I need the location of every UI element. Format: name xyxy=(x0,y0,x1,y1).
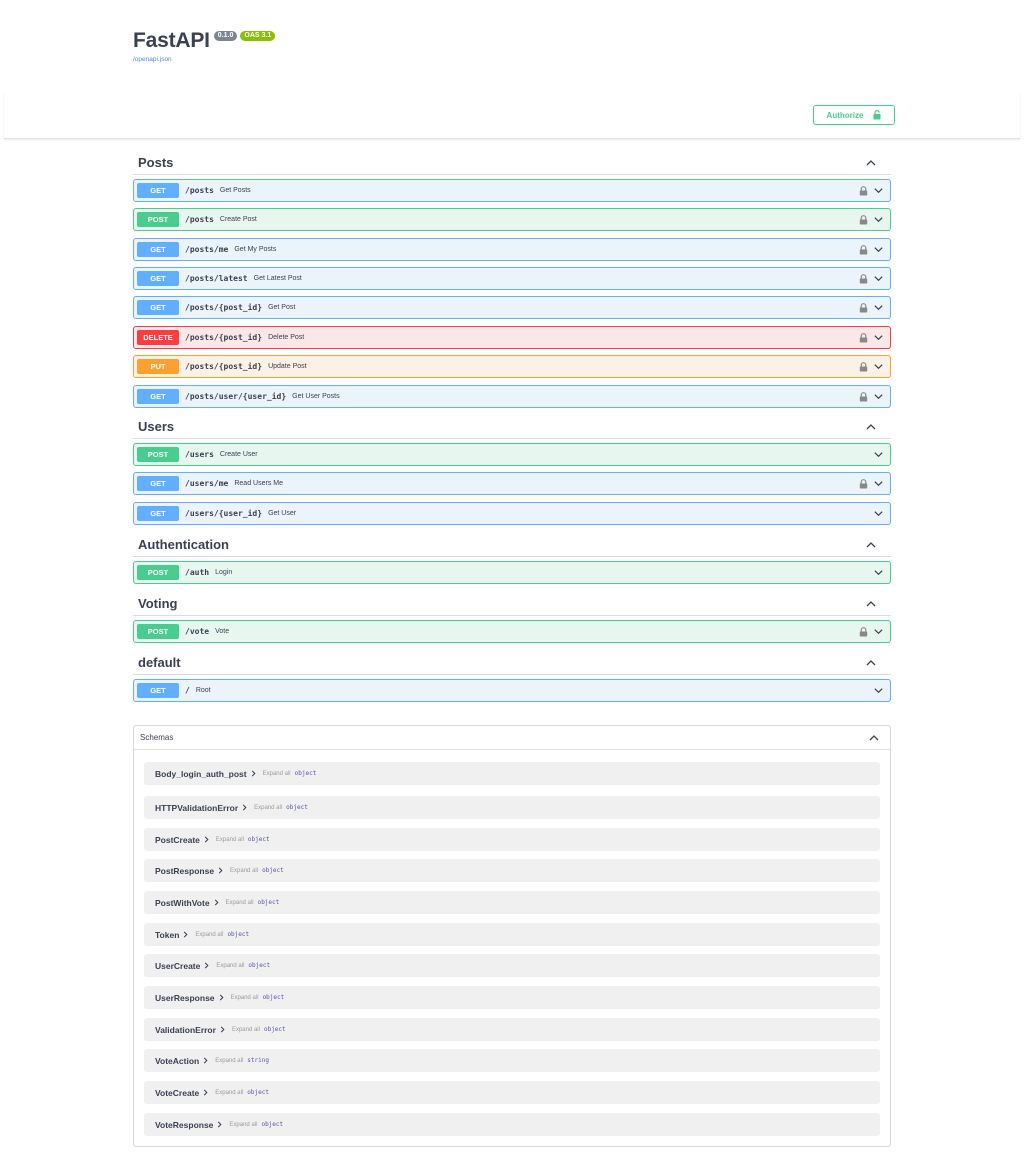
schema-name: HTTPValidationError xyxy=(155,802,239,813)
unlock-icon xyxy=(873,110,881,120)
chevron-down-icon xyxy=(873,332,884,343)
operation-controls xyxy=(873,508,884,519)
tag-title: Users xyxy=(138,419,175,434)
operation-post[interactable] xyxy=(133,561,891,584)
schema-model[interactable] xyxy=(144,1018,880,1041)
operation-path: /posts/{post_id} xyxy=(185,362,263,371)
schema-name: PostWithVote xyxy=(155,897,210,908)
operation-path: /posts/user/{user_id} xyxy=(185,392,287,401)
operation-get[interactable] xyxy=(133,385,891,408)
operation-controls xyxy=(859,244,884,255)
method-badge: DELETE xyxy=(137,330,179,345)
expand-all-button[interactable]: Expand all xyxy=(195,931,224,938)
operation-path: /posts/{post_id} xyxy=(185,333,263,342)
chevron-up-icon xyxy=(865,157,877,169)
operation-path: /posts xyxy=(185,186,214,195)
operation-put[interactable] xyxy=(133,355,891,378)
method-badge: GET xyxy=(137,476,179,491)
page-title: FastAPI xyxy=(133,29,210,52)
operation-path: /users/me xyxy=(185,479,229,488)
operation-path: /posts xyxy=(185,215,214,224)
authorize-button[interactable] xyxy=(813,105,895,125)
schema-model[interactable] xyxy=(144,1049,880,1072)
chevron-down-icon xyxy=(873,478,884,489)
tag-title: Voting xyxy=(138,596,178,611)
operation-get[interactable] xyxy=(133,472,891,495)
chevron-up-icon xyxy=(865,657,877,669)
schema-type: object xyxy=(262,867,284,874)
schema-model[interactable] xyxy=(144,923,880,946)
expand-all-button[interactable]: Expand all xyxy=(230,994,259,1001)
schema-type: string xyxy=(247,1057,269,1064)
operation-summary: Get Post xyxy=(268,304,296,311)
operation-path: /users xyxy=(185,450,214,459)
schemas-title: Schemas xyxy=(140,733,174,742)
chevron-down-icon xyxy=(873,273,884,284)
schema-name: PostCreate xyxy=(155,834,200,845)
tag-section-voting[interactable] xyxy=(133,592,891,616)
schema-type: object xyxy=(262,994,285,1001)
operation-path: / xyxy=(185,686,190,695)
schema-model[interactable] xyxy=(144,986,880,1009)
chevron-down-icon xyxy=(873,685,884,696)
operation-controls xyxy=(859,626,884,637)
chevron-right-icon xyxy=(213,899,220,906)
chevron-up-icon xyxy=(868,732,880,744)
tag-section-default[interactable] xyxy=(133,651,891,675)
auth-bar xyxy=(4,91,1020,139)
lock-icon[interactable] xyxy=(859,186,868,196)
schema-type: object xyxy=(227,931,250,938)
operation-summary: Create Post xyxy=(219,216,257,223)
lock-icon[interactable] xyxy=(859,627,868,637)
schema-type: object xyxy=(261,1121,284,1128)
method-badge: GET xyxy=(137,242,179,257)
operation-summary: Vote xyxy=(215,628,230,635)
method-badge: POST xyxy=(137,624,179,639)
page-header xyxy=(133,28,891,68)
tag-title: default xyxy=(138,655,181,670)
operation-path: /posts/me xyxy=(185,245,229,254)
operation-path: /posts/{post_id} xyxy=(185,303,263,312)
chevron-down-icon xyxy=(873,626,884,637)
operation-controls xyxy=(859,478,884,489)
schema-type: object xyxy=(263,1026,286,1033)
chevron-up-icon xyxy=(865,539,877,551)
lock-icon[interactable] xyxy=(859,245,868,255)
operation-post[interactable] xyxy=(133,443,891,466)
chevron-up-icon xyxy=(865,421,877,433)
chevron-right-icon xyxy=(217,867,224,874)
chevron-down-icon xyxy=(873,302,884,313)
schema-model[interactable] xyxy=(144,796,880,819)
tag-title: Posts xyxy=(138,155,174,170)
schema-type: object xyxy=(294,770,317,777)
chevron-right-icon xyxy=(202,1057,209,1064)
chevron-up-icon xyxy=(865,598,877,610)
schema-model[interactable] xyxy=(144,1081,880,1104)
lock-icon[interactable] xyxy=(859,362,868,372)
chevron-right-icon xyxy=(203,836,210,843)
operation-get[interactable] xyxy=(133,179,891,202)
method-badge: POST xyxy=(137,565,179,580)
expand-all-button[interactable]: Expand all xyxy=(216,962,245,969)
lock-icon[interactable] xyxy=(859,303,868,313)
chevron-down-icon xyxy=(873,508,884,519)
schema-name: VoteAction xyxy=(155,1055,200,1066)
operation-summary: Read Users Me xyxy=(234,480,283,487)
expand-all-button[interactable]: Expand all xyxy=(215,1089,244,1096)
method-badge: PUT xyxy=(137,359,179,374)
chevron-right-icon xyxy=(250,770,257,777)
chevron-down-icon xyxy=(873,244,884,255)
operation-path: /auth xyxy=(185,568,210,577)
operation-summary: Get Latest Post xyxy=(253,275,302,282)
chevron-right-icon xyxy=(203,962,210,969)
operation-controls xyxy=(859,391,884,402)
operation-post[interactable] xyxy=(133,620,891,643)
lock-icon[interactable] xyxy=(859,215,868,225)
chevron-right-icon xyxy=(182,931,189,938)
chevron-down-icon xyxy=(873,185,884,196)
schema-name: VoteResponse xyxy=(155,1119,214,1130)
tag-title: Authentication xyxy=(138,537,229,552)
schema-name: UserCreate xyxy=(155,960,201,971)
tag-section-posts[interactable] xyxy=(133,151,891,175)
operation-summary: Update Post xyxy=(268,363,307,370)
operation-post[interactable] xyxy=(133,208,891,231)
tag-section-auth[interactable] xyxy=(133,533,891,557)
chevron-down-icon xyxy=(873,391,884,402)
operation-summary: Login xyxy=(215,569,233,576)
operation-controls xyxy=(873,685,884,696)
operation-summary: Get User Posts xyxy=(292,393,340,400)
method-badge: POST xyxy=(137,212,179,227)
schema-type: object xyxy=(286,804,308,811)
schema-name: VoteCreate xyxy=(155,1087,200,1098)
schema-model[interactable] xyxy=(144,954,880,977)
lock-icon[interactable] xyxy=(859,392,868,402)
schema-type: object xyxy=(248,962,271,969)
schema-name: ValidationError xyxy=(155,1024,216,1035)
operation-controls xyxy=(859,185,884,196)
operation-get[interactable] xyxy=(133,267,891,290)
operation-controls xyxy=(859,273,884,284)
schema-model[interactable] xyxy=(144,891,880,914)
schema-type: object xyxy=(257,899,280,906)
openapi-json-link[interactable]: /openapi.json xyxy=(133,56,172,63)
tag-section-users[interactable] xyxy=(133,415,891,439)
schema-name: Token xyxy=(155,929,180,940)
operation-summary: Delete Post xyxy=(268,334,305,341)
schemas-section xyxy=(133,725,891,1147)
method-badge: GET xyxy=(137,271,179,286)
expand-all-button[interactable]: Expand all xyxy=(262,770,291,777)
chevron-right-icon xyxy=(218,994,225,1001)
schema-model[interactable] xyxy=(144,859,880,882)
lock-icon[interactable] xyxy=(859,274,868,284)
schema-type: object xyxy=(247,836,270,843)
operation-summary: Root xyxy=(195,687,211,694)
operation-controls xyxy=(873,449,884,460)
lock-icon[interactable] xyxy=(859,333,868,343)
expand-all-button[interactable]: Expand all xyxy=(231,1026,260,1033)
expand-all-button[interactable]: Expand all xyxy=(215,836,244,843)
expand-all-button[interactable]: Expand all xyxy=(254,804,283,811)
chevron-right-icon xyxy=(241,804,248,811)
chevron-down-icon xyxy=(873,567,884,578)
oas-badge: OAS 3.1 xyxy=(240,31,275,41)
schema-name: Body_login_auth_post xyxy=(155,768,247,779)
chevron-right-icon xyxy=(202,1089,209,1096)
method-badge: GET xyxy=(137,506,179,521)
chevron-down-icon xyxy=(873,361,884,372)
expand-all-button[interactable]: Expand all xyxy=(215,1057,244,1064)
chevron-down-icon xyxy=(873,449,884,460)
schema-name: PostResponse xyxy=(155,865,215,876)
version-badge: 0.1.0 xyxy=(214,31,238,41)
operation-controls xyxy=(859,302,884,313)
operation-controls xyxy=(873,567,884,578)
operation-controls xyxy=(859,332,884,343)
expand-all-button[interactable]: Expand all xyxy=(229,1121,258,1128)
authorize-label: Authorize xyxy=(826,110,864,120)
schema-model[interactable] xyxy=(144,762,880,785)
method-badge: GET xyxy=(137,300,179,315)
expand-all-button[interactable]: Expand all xyxy=(225,899,254,906)
method-badge: GET xyxy=(137,389,179,404)
schema-model[interactable] xyxy=(144,828,880,851)
operation-path: /posts/latest xyxy=(185,274,248,283)
method-badge: POST xyxy=(137,447,179,462)
operation-summary: Get Posts xyxy=(219,187,251,194)
operation-path: /users/{user_id} xyxy=(185,509,263,518)
chevron-down-icon xyxy=(873,214,884,225)
operation-summary: Get User xyxy=(268,510,297,517)
method-badge: GET xyxy=(137,683,179,698)
operation-get[interactable] xyxy=(133,238,891,261)
operation-controls xyxy=(859,361,884,372)
schema-name: UserResponse xyxy=(155,992,215,1003)
operation-get[interactable] xyxy=(133,296,891,319)
chevron-right-icon xyxy=(219,1026,226,1033)
schema-model[interactable] xyxy=(144,1113,880,1136)
operation-get[interactable] xyxy=(133,679,891,702)
operation-delete[interactable] xyxy=(133,326,891,349)
operation-get[interactable] xyxy=(133,502,891,525)
schema-type: object xyxy=(247,1089,269,1096)
expand-all-button[interactable]: Expand all xyxy=(230,867,259,874)
operation-path: /vote xyxy=(185,627,210,636)
operation-controls xyxy=(859,214,884,225)
schemas-header[interactable] xyxy=(134,726,890,750)
operation-summary: Create User xyxy=(219,451,258,458)
chevron-right-icon xyxy=(216,1121,223,1128)
method-badge: GET xyxy=(137,183,179,198)
lock-icon[interactable] xyxy=(859,479,868,489)
operation-summary: Get My Posts xyxy=(234,246,277,253)
